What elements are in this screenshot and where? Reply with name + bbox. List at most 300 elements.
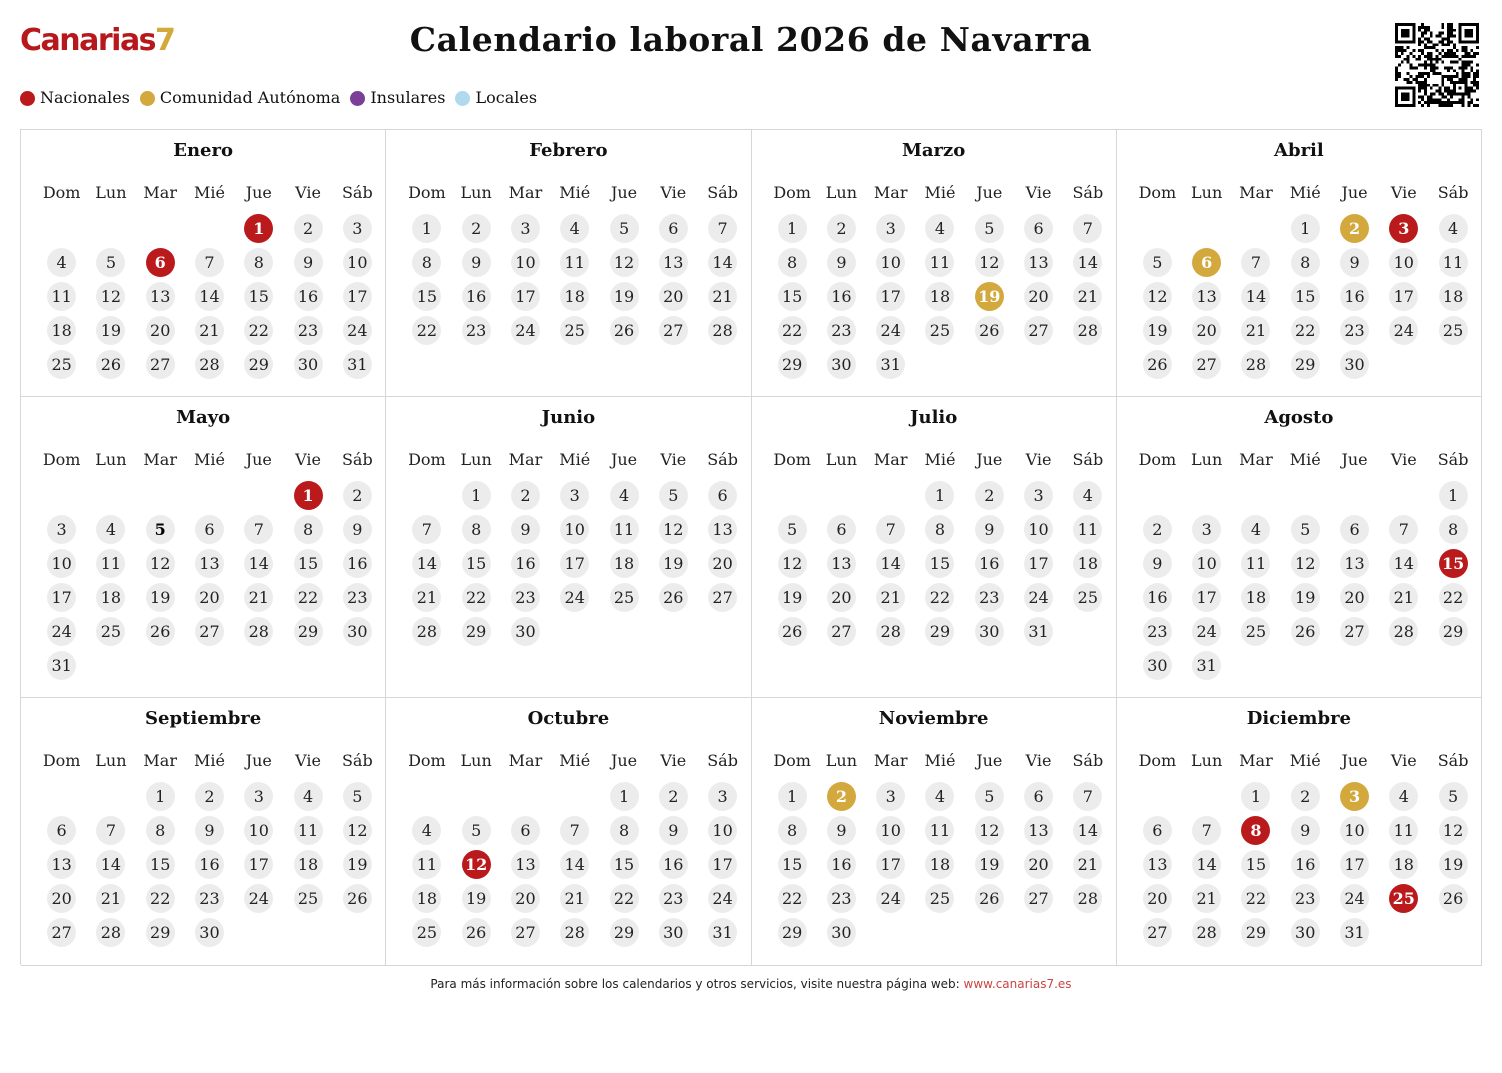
empty-cell (1241, 481, 1270, 510)
website-link[interactable]: www.canarias7.es (963, 977, 1072, 991)
day-cell: 30 (511, 617, 540, 646)
day-cell: 9 (1340, 248, 1369, 277)
day-cell: 7 (1389, 515, 1418, 544)
day-cell: 29 (925, 617, 954, 646)
day-cell: 3 (876, 214, 905, 243)
day-cell: 4 (294, 782, 323, 811)
day-cell: 18 (47, 316, 76, 345)
day-cell: 2 (343, 481, 372, 510)
day-cell: 31 (1192, 651, 1221, 680)
day-cell: 12 (146, 549, 175, 578)
day-cell: 9 (343, 515, 372, 544)
weekday-label: Vie (1025, 450, 1052, 469)
day-cell: 9 (1291, 816, 1320, 845)
weekday-header (768, 751, 1113, 771)
day-cell: 24 (1192, 617, 1221, 646)
day-cell: 21 (876, 583, 905, 612)
day-cell: 5 (1439, 782, 1468, 811)
day-cell: 3 (876, 782, 905, 811)
weekday-label: Dom (773, 183, 811, 202)
weekday-label: Mar (143, 183, 177, 202)
weekday-label: Jue (245, 751, 272, 770)
day-cell: 18 (412, 884, 441, 913)
weekday-label: Sáb (1437, 450, 1469, 469)
day-cell: 5 (1291, 515, 1320, 544)
empty-cell (96, 481, 125, 510)
day-cell: 24 (1340, 884, 1369, 913)
day-cell: 25 (1439, 316, 1468, 345)
day-cell: 17 (876, 282, 905, 311)
day-cell: 30 (294, 350, 323, 379)
weekday-label: Lun (825, 450, 858, 469)
day-cell: 17 (47, 583, 76, 612)
day-cell: 26 (659, 583, 688, 612)
day-cell: 18 (610, 549, 639, 578)
day-cell: 11 (925, 248, 954, 277)
day-cell: 6 (47, 816, 76, 845)
holiday-nacional: 6 (146, 248, 175, 277)
day-cell: 8 (1439, 515, 1468, 544)
month-marzo (752, 130, 1117, 397)
holiday-nacional: 8 (1241, 816, 1270, 845)
day-cell: 4 (925, 214, 954, 243)
day-cell: 2 (195, 782, 224, 811)
day-cell: 17 (560, 549, 589, 578)
day-cell: 18 (96, 583, 125, 612)
day-cell: 12 (610, 248, 639, 277)
day-cell: 5 (146, 515, 175, 544)
day-cell: 8 (610, 816, 639, 845)
day-cell: 1 (462, 481, 491, 510)
day-cell: 15 (244, 282, 273, 311)
month-name: Mayo (176, 407, 231, 428)
day-cell: 14 (412, 549, 441, 578)
day-cell: 21 (96, 884, 125, 913)
day-cell: 28 (560, 918, 589, 947)
day-cell: 19 (1143, 316, 1172, 345)
weekday-label: Mar (1239, 183, 1273, 202)
day-cell: 27 (47, 918, 76, 947)
month-septiembre (21, 698, 386, 966)
day-cell: 29 (294, 617, 323, 646)
day-grid (402, 214, 747, 350)
day-cell: 10 (876, 816, 905, 845)
day-cell: 19 (343, 850, 372, 879)
month-name: Septiembre (145, 708, 262, 729)
day-cell: 4 (1241, 515, 1270, 544)
day-cell: 13 (47, 850, 76, 879)
day-cell: 29 (1241, 918, 1270, 947)
day-cell: 6 (1143, 816, 1172, 845)
day-cell: 17 (1340, 850, 1369, 879)
day-cell: 6 (708, 481, 737, 510)
day-cell: 3 (708, 782, 737, 811)
day-cell: 13 (827, 549, 856, 578)
day-cell: 21 (195, 316, 224, 345)
weekday-label: Jue (245, 450, 272, 469)
day-cell: 8 (146, 816, 175, 845)
day-cell: 8 (778, 248, 807, 277)
month-agosto (1117, 397, 1482, 698)
empty-cell (778, 481, 807, 510)
day-cell: 17 (511, 282, 540, 311)
day-cell: 8 (462, 515, 491, 544)
day-cell: 4 (925, 782, 954, 811)
day-cell: 22 (146, 884, 175, 913)
day-cell: 29 (244, 350, 273, 379)
day-cell: 5 (778, 515, 807, 544)
day-cell: 16 (975, 549, 1004, 578)
day-cell: 15 (462, 549, 491, 578)
day-cell: 29 (778, 350, 807, 379)
empty-cell (827, 481, 856, 510)
weekday-label: Jue (1341, 751, 1368, 770)
day-cell: 24 (876, 316, 905, 345)
day-cell: 14 (708, 248, 737, 277)
day-cell: 14 (1073, 248, 1102, 277)
legend-label: Nacionales (40, 88, 130, 107)
day-cell: 11 (1389, 816, 1418, 845)
day-cell: 21 (1073, 850, 1102, 879)
day-cell: 25 (47, 350, 76, 379)
weekday-header (402, 751, 747, 771)
day-cell: 15 (146, 850, 175, 879)
day-cell: 26 (975, 316, 1004, 345)
day-cell: 25 (1241, 617, 1270, 646)
day-cell: 3 (47, 515, 76, 544)
day-cell: 3 (244, 782, 273, 811)
weekday-label: Sáb (707, 450, 738, 469)
day-cell: 22 (778, 884, 807, 913)
day-cell: 20 (195, 583, 224, 612)
day-cell: 22 (1439, 583, 1468, 612)
day-cell: 19 (975, 850, 1004, 879)
day-cell: 30 (343, 617, 372, 646)
day-cell: 20 (1143, 884, 1172, 913)
day-cell: 18 (1073, 549, 1102, 578)
day-cell: 20 (1024, 850, 1053, 879)
day-cell: 21 (1192, 884, 1221, 913)
day-cell: 28 (195, 350, 224, 379)
day-cell: 2 (511, 481, 540, 510)
legend-dot (140, 91, 155, 106)
day-cell: 29 (610, 918, 639, 947)
day-cell: 20 (827, 583, 856, 612)
day-cell: 11 (294, 816, 323, 845)
day-cell: 29 (146, 918, 175, 947)
day-cell: 5 (96, 248, 125, 277)
day-cell: 27 (146, 350, 175, 379)
weekday-label: Mar (1239, 751, 1273, 770)
day-cell: 7 (195, 248, 224, 277)
holiday-nacional: 1 (244, 214, 273, 243)
day-cell: 10 (1389, 248, 1418, 277)
day-cell: 4 (1073, 481, 1102, 510)
day-cell: 5 (975, 782, 1004, 811)
day-cell: 23 (827, 316, 856, 345)
day-cell: 24 (343, 316, 372, 345)
legend-dot (20, 91, 35, 106)
day-cell: 18 (560, 282, 589, 311)
weekday-label: Sáb (707, 751, 738, 770)
day-cell: 30 (1143, 651, 1172, 680)
day-cell: 19 (1439, 850, 1468, 879)
day-cell: 25 (412, 918, 441, 947)
month-name: Agosto (1264, 407, 1334, 428)
day-cell: 20 (511, 884, 540, 913)
month-name: Noviembre (878, 708, 989, 729)
day-cell: 10 (1024, 515, 1053, 544)
holiday-autonomica: 2 (1340, 214, 1369, 243)
legend-dot (455, 91, 470, 106)
day-cell: 6 (195, 515, 224, 544)
weekday-label: Mié (1289, 751, 1321, 770)
day-cell: 7 (708, 214, 737, 243)
day-cell: 23 (195, 884, 224, 913)
weekday-label: Vie (295, 183, 321, 202)
day-cell: 10 (244, 816, 273, 845)
day-cell: 13 (708, 515, 737, 544)
day-grid (1133, 214, 1478, 384)
day-cell: 13 (659, 248, 688, 277)
day-cell: 10 (1340, 816, 1369, 845)
day-cell: 24 (1389, 316, 1418, 345)
day-cell: 14 (560, 850, 589, 879)
day-cell: 27 (708, 583, 737, 612)
weekday-label: Vie (295, 450, 321, 469)
day-cell: 15 (1241, 850, 1270, 879)
empty-cell (195, 481, 224, 510)
legend-item (140, 88, 340, 108)
weekday-label: Mié (559, 183, 591, 202)
day-cell: 1 (146, 782, 175, 811)
day-cell: 30 (827, 918, 856, 947)
day-cell: 2 (1143, 515, 1172, 544)
holiday-autonomica: 3 (1340, 782, 1369, 811)
day-cell: 5 (462, 816, 491, 845)
day-cell: 13 (195, 549, 224, 578)
empty-cell (47, 214, 76, 243)
day-cell: 1 (610, 782, 639, 811)
day-cell: 21 (560, 884, 589, 913)
empty-cell (1291, 481, 1320, 510)
day-cell: 12 (1291, 549, 1320, 578)
day-cell: 4 (1439, 214, 1468, 243)
day-cell: 2 (1291, 782, 1320, 811)
weekday-label: Vie (660, 751, 687, 770)
day-cell: 15 (1291, 282, 1320, 311)
day-cell: 16 (462, 282, 491, 311)
day-cell: 31 (47, 651, 76, 680)
weekday-label: Vie (1390, 751, 1417, 770)
day-cell: 22 (412, 316, 441, 345)
day-cell: 24 (511, 316, 540, 345)
legend-item (455, 88, 537, 108)
weekday-label: Mié (194, 751, 225, 770)
day-cell: 10 (1192, 549, 1221, 578)
day-grid (37, 481, 382, 685)
day-cell: 25 (1073, 583, 1102, 612)
weekday-label: Sáb (707, 183, 738, 202)
weekday-label: Mar (1239, 450, 1273, 469)
day-cell: 28 (1241, 350, 1270, 379)
weekday-label: Mar (873, 751, 908, 770)
day-cell: 22 (1291, 316, 1320, 345)
weekday-label: Sáb (1437, 751, 1469, 770)
day-cell: 24 (47, 617, 76, 646)
weekday-label: Lun (1191, 751, 1223, 770)
day-cell: 28 (412, 617, 441, 646)
day-cell: 21 (708, 282, 737, 311)
day-cell: 16 (195, 850, 224, 879)
day-cell: 1 (412, 214, 441, 243)
day-cell: 20 (146, 316, 175, 345)
weekday-label: Vie (660, 450, 687, 469)
day-cell: 29 (1439, 617, 1468, 646)
day-cell: 31 (708, 918, 737, 947)
day-cell: 2 (294, 214, 323, 243)
weekday-label: Sáb (1072, 450, 1104, 469)
day-grid (768, 782, 1113, 952)
day-cell: 27 (195, 617, 224, 646)
day-cell: 23 (462, 316, 491, 345)
day-cell: 4 (412, 816, 441, 845)
day-cell: 25 (96, 617, 125, 646)
day-cell: 26 (1291, 617, 1320, 646)
weekday-label: Vie (1025, 183, 1052, 202)
weekday-label: Lun (460, 450, 492, 469)
month-name: Abril (1274, 140, 1324, 161)
day-cell: 27 (511, 918, 540, 947)
empty-cell (1192, 214, 1221, 243)
day-cell: 8 (412, 248, 441, 277)
weekday-label: Lun (95, 183, 127, 202)
day-cell: 26 (1143, 350, 1172, 379)
weekday-label: Lun (95, 450, 127, 469)
day-grid (37, 782, 382, 952)
weekday-label: Mié (924, 450, 956, 469)
weekday-label: Dom (773, 751, 811, 770)
empty-cell (462, 782, 491, 811)
day-cell: 3 (511, 214, 540, 243)
day-cell: 27 (1143, 918, 1172, 947)
day-cell: 11 (1073, 515, 1102, 544)
day-grid (402, 481, 747, 651)
day-cell: 12 (659, 515, 688, 544)
weekday-header (37, 183, 382, 203)
day-cell: 7 (1073, 214, 1102, 243)
day-cell: 9 (659, 816, 688, 845)
day-cell: 10 (343, 248, 372, 277)
day-cell: 10 (708, 816, 737, 845)
empty-cell (146, 481, 175, 510)
day-cell: 20 (1192, 316, 1221, 345)
day-grid (1133, 782, 1478, 952)
day-cell: 4 (47, 248, 76, 277)
legend-dot (350, 91, 365, 106)
month-name: Julio (909, 407, 958, 428)
legend-label: Comunidad Autónoma (159, 88, 341, 107)
day-cell: 5 (1143, 248, 1172, 277)
day-cell: 26 (610, 316, 639, 345)
weekday-label: Vie (660, 183, 687, 202)
legend (20, 88, 547, 108)
day-cell: 23 (1340, 316, 1369, 345)
month-diciembre (1117, 698, 1482, 966)
day-cell: 17 (1389, 282, 1418, 311)
day-cell: 23 (975, 583, 1004, 612)
day-cell: 11 (47, 282, 76, 311)
day-cell: 21 (412, 583, 441, 612)
weekday-header (37, 751, 382, 771)
day-cell: 20 (659, 282, 688, 311)
weekday-label: Sáb (1437, 183, 1469, 202)
day-cell: 7 (1192, 816, 1221, 845)
holiday-autonomica: 6 (1192, 248, 1221, 277)
day-cell: 2 (462, 214, 491, 243)
day-cell: 21 (1241, 316, 1270, 345)
empty-cell (1389, 481, 1418, 510)
day-cell: 16 (343, 549, 372, 578)
day-cell: 26 (343, 884, 372, 913)
day-cell: 24 (876, 884, 905, 913)
day-cell: 3 (1024, 481, 1053, 510)
day-cell: 4 (96, 515, 125, 544)
weekday-label: Lun (1191, 183, 1223, 202)
weekday-label: Jue (610, 183, 638, 202)
day-cell: 4 (560, 214, 589, 243)
day-cell: 19 (462, 884, 491, 913)
day-cell: 18 (925, 282, 954, 311)
day-cell: 1 (778, 782, 807, 811)
day-cell: 27 (1340, 617, 1369, 646)
empty-cell (195, 214, 224, 243)
day-cell: 25 (560, 316, 589, 345)
weekday-label: Jue (245, 183, 272, 202)
day-cell: 1 (1291, 214, 1320, 243)
day-cell: 13 (1024, 248, 1053, 277)
weekday-label: Dom (773, 450, 811, 469)
empty-cell (412, 481, 441, 510)
day-cell: 17 (244, 850, 273, 879)
holiday-nacional: 12 (462, 850, 491, 879)
weekday-label: Dom (1138, 751, 1177, 770)
day-cell: 27 (827, 617, 856, 646)
day-cell: 11 (96, 549, 125, 578)
weekday-label: Mar (508, 450, 543, 469)
day-cell: 14 (96, 850, 125, 879)
day-cell: 1 (1439, 481, 1468, 510)
empty-cell (560, 782, 589, 811)
day-cell: 17 (1024, 549, 1053, 578)
day-cell: 31 (343, 350, 372, 379)
empty-cell (511, 782, 540, 811)
day-cell: 7 (876, 515, 905, 544)
weekday-label: Dom (408, 183, 446, 202)
weekday-label: Lun (1191, 450, 1223, 469)
empty-cell (1143, 481, 1172, 510)
day-cell: 11 (925, 816, 954, 845)
day-cell: 9 (975, 515, 1004, 544)
day-cell: 18 (925, 850, 954, 879)
day-cell: 18 (1241, 583, 1270, 612)
empty-cell (244, 481, 273, 510)
day-cell: 8 (1291, 248, 1320, 277)
day-cell: 24 (560, 583, 589, 612)
day-cell: 7 (1073, 782, 1102, 811)
day-cell: 23 (343, 583, 372, 612)
day-cell: 31 (1340, 918, 1369, 947)
